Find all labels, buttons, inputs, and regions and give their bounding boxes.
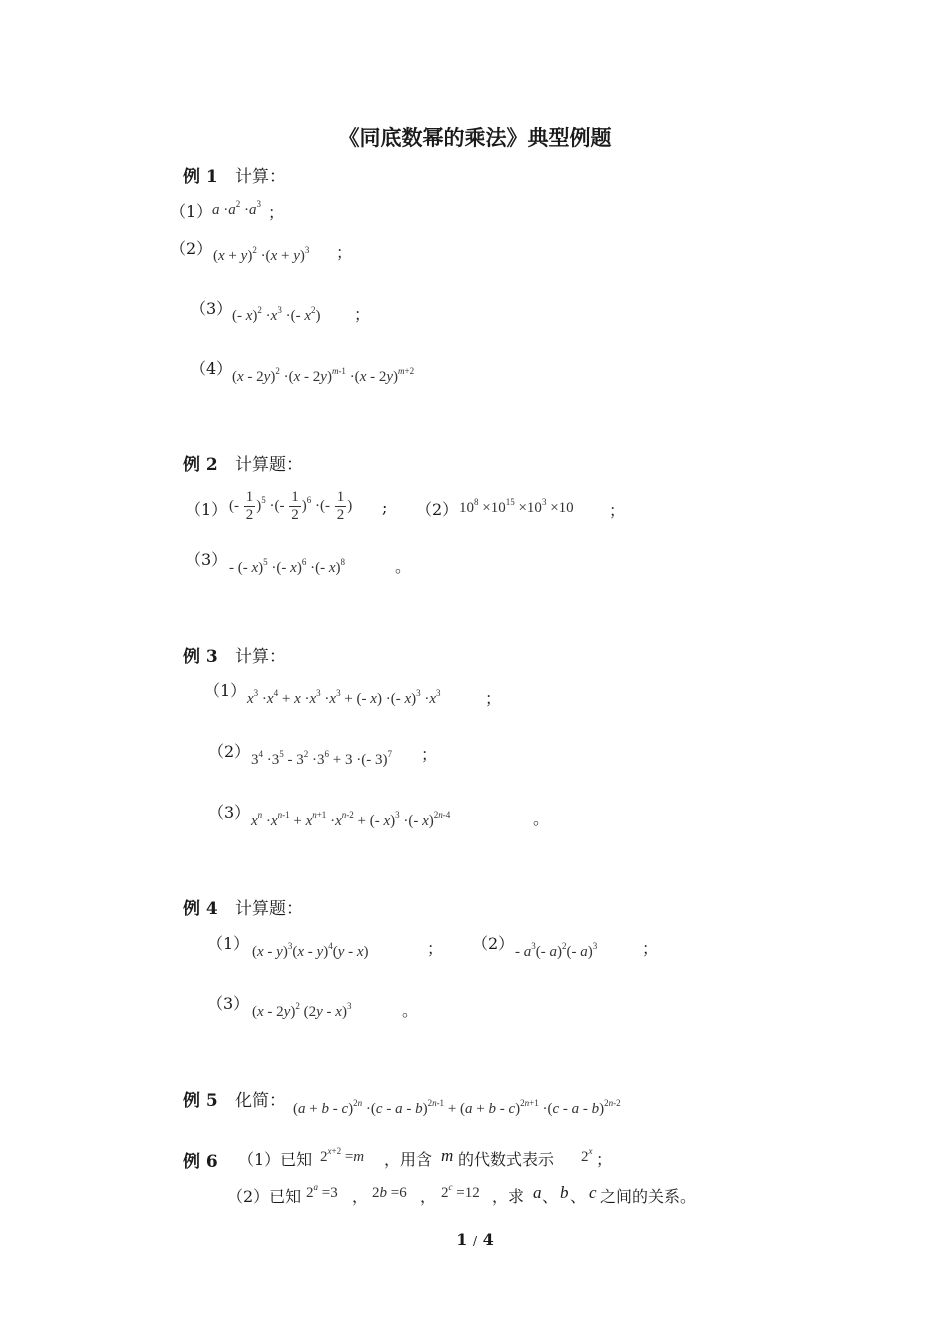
example-2-item-1-punct: ; <box>382 498 388 517</box>
example-1-instruction: 计算： <box>235 167 286 187</box>
example-2-item-1-expression: (- $\frac{1}{2}$ )$^5$ ·(- $\frac{1}{2}$ )$^6$ ·(- $\frac{1}{2}$ ) <box>229 489 353 523</box>
example-1-item-3-number: （3） <box>190 299 233 318</box>
example-4-item-1-expression: (x - y)$^3$(x - y)$^4$(y - x) <box>252 941 369 960</box>
example-6-line-2-sep-2: ， <box>420 1187 437 1206</box>
example-4-item-1-number: （1） <box>207 934 250 953</box>
example-6-variable-b: b <box>560 1183 569 1202</box>
example-1-item-1-punct: ； <box>268 203 285 222</box>
example-1-item-3-expression: (- $x)^2 \cdot x^3$ ·(- $x^2$) <box>232 305 321 324</box>
example-1-item-2-number: （2） <box>170 239 213 258</box>
example-1-item-1-number: （1） <box>170 202 213 221</box>
example-3-item-1-expression: $x^3 \cdot x^4 + x \cdot x^3 \cdot x^3$ + (- x) ·(- $x)^3 \cdot x^3$ <box>247 688 441 707</box>
example-3-item-2-punct: ； <box>421 745 438 764</box>
example-3-label: 例 3 <box>183 647 218 667</box>
example-6-line-1-punct: ； <box>596 1150 613 1169</box>
example-6-variable-m: m <box>441 1146 454 1165</box>
example-3-item-3-punct: 。 <box>533 809 550 828</box>
example-6-given-equation-2b: 2b =6 <box>372 1185 407 1201</box>
example-6-line-1-text: 的代数式表示 <box>458 1150 555 1169</box>
example-6-line-1-prefix: （1）已知 <box>238 1150 313 1169</box>
example-6-variable-a: a <box>533 1183 542 1202</box>
page-total: 4 <box>482 1230 494 1249</box>
example-6-given-equation-2a: $2^a =3$ <box>306 1182 338 1201</box>
example-4-item-2-punct: ； <box>642 939 659 958</box>
example-6-label: 例 6 <box>183 1152 218 1172</box>
page-number <box>0 1230 950 1249</box>
page-title: 《同底数幂的乘法》典型例题 <box>338 125 612 150</box>
example-3-item-1-number: （1） <box>204 681 247 700</box>
example-5-expression: $(a + b - c)^{2n} \cdot(c - a - b)^{2n-1} + (a + b - c)^{2n+1} \cdot(c - a - b)^{2n-2}$ <box>293 1098 621 1117</box>
example-6-target-expression: 2$^x$ <box>581 1146 593 1165</box>
example-2-item-2-number: （2） <box>416 500 459 519</box>
example-3-item-2-number: （2） <box>208 742 251 761</box>
example-6-line-2-text: ，求 <box>492 1187 525 1206</box>
example-3-item-1-punct: ； <box>485 689 502 708</box>
example-4-item-1-punct: ； <box>427 939 444 958</box>
example-2-item-3-punct: 。 <box>395 557 412 576</box>
example-3-instruction: 计算： <box>235 647 286 667</box>
example-2-item-1-number: （1） <box>185 500 228 519</box>
example-4-item-3-expression: (x - 2y)$^2$ (2y - x)$^3$ <box>252 1001 352 1020</box>
example-4-label: 例 4 <box>183 899 218 919</box>
example-4-item-2-number: （2） <box>472 934 515 953</box>
example-6-variable-c: c <box>589 1183 597 1202</box>
example-6-given-equation-2c: $2^c =12$ <box>441 1182 480 1201</box>
example-3-item-3-number: （3） <box>208 803 251 822</box>
example-3-item-3-expression: $x^n \cdot x^{n-1} + x^{n+1} \cdot x^{n-2}$ + (- x)$^3$ ·(- x)$^{2n-4}$ <box>251 810 451 829</box>
example-1-item-4-expression: (x - 2y)$^2$ ·(x - 2y)$^{m-1}$ ·(x - 2y)$^{m+2}$ <box>232 366 415 385</box>
example-5-label: 例 5 <box>183 1091 218 1111</box>
example-2-item-2-expression: $10^8 \times 10^{15} \times 10^3 \times 10$ <box>459 497 574 516</box>
example-4-item-3-punct: 。 <box>402 1001 419 1020</box>
example-6-given-equation-1: $2^{x+2} =m$ <box>320 1146 365 1165</box>
page-current: 1 <box>456 1230 468 1249</box>
example-2-item-3-number: （3） <box>185 550 228 569</box>
example-2-instruction: 计算题： <box>235 455 303 475</box>
example-6-line-1-mid: ，用含 <box>384 1150 433 1169</box>
example-2-label: 例 2 <box>183 455 218 475</box>
example-1-item-3-punct: ； <box>354 305 371 324</box>
example-3-item-2-expression: $3^4 \cdot 3^5 - 3^2 \cdot 3^6 + 3$ ·(- 3)$^7$ <box>251 749 392 768</box>
example-6-line-2-sep-4: 、 <box>570 1187 587 1206</box>
example-1-item-2-expression: $(x + y)^2 \cdot(x + y)^3$ <box>213 245 310 264</box>
example-1-item-4-number: （4） <box>190 359 233 378</box>
example-4-item-2-expression: - $a^3(-$ a)$^2$(- a)$^3$ <box>515 941 598 960</box>
example-4-item-3-number: （3） <box>207 994 250 1013</box>
example-2-item-2-punct: ； <box>609 501 626 520</box>
example-1-item-2-punct: ； <box>336 243 353 262</box>
example-4-instruction: 计算题： <box>235 899 303 919</box>
example-6-line-2-sep-3: 、 <box>542 1187 559 1206</box>
example-5-instruction: 化简： <box>235 1091 286 1111</box>
example-2-item-3-expression: - (- x)$^5$ ·(- x)$^6$ ·(- x)$^8$ <box>229 557 346 576</box>
example-1-label: 例 1 <box>183 167 218 187</box>
example-6-line-2-prefix: （2）已知 <box>227 1187 302 1206</box>
page-separator: / <box>472 1234 478 1248</box>
example-1-item-1-expression: $a \cdot a^2 \cdot a^3$ <box>212 199 261 218</box>
example-6-line-2-suffix: 之间的关系。 <box>600 1187 697 1206</box>
example-6-line-2-sep-1: ， <box>352 1187 369 1206</box>
